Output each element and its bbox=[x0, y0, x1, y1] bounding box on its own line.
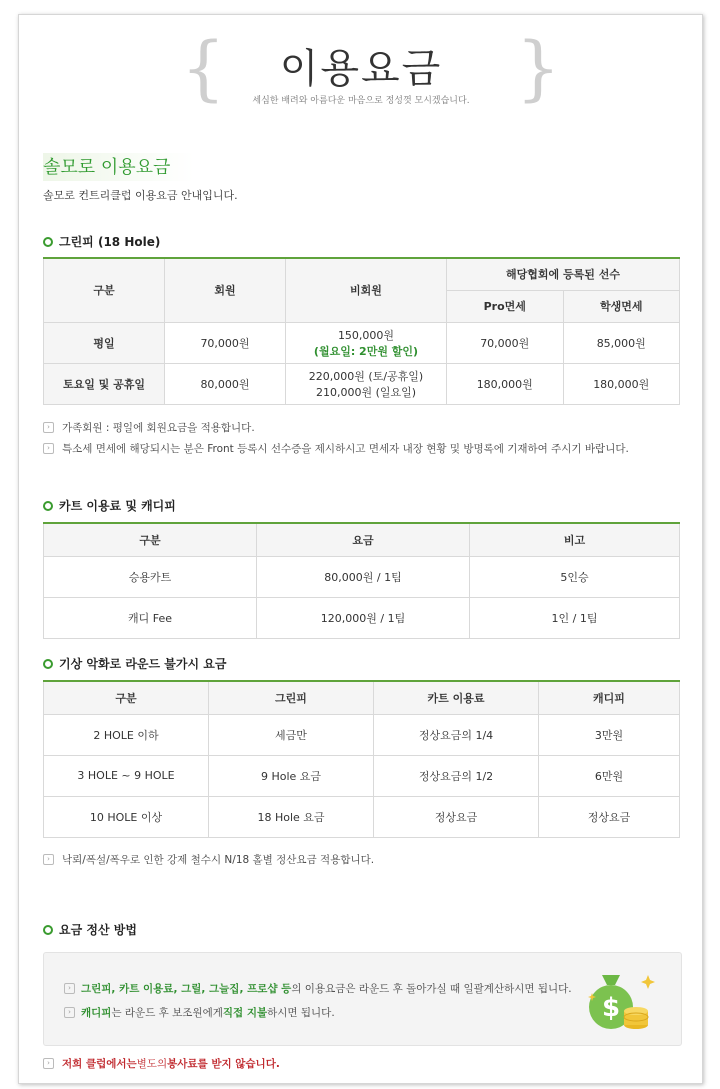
bullet-circle-icon bbox=[43, 501, 53, 511]
table-row: 평일 70,000원 150,000원 (월요일: 2만원 할인) 70,000원 85,000원 bbox=[44, 322, 680, 363]
section-intro: 솔모로 컨트리클럽 이용요금 안내입니다. bbox=[43, 189, 238, 202]
table-row: 3 HOLE ~ 9 HOLE 9 Hole 요금 정상요금의 1/2 6만원 bbox=[44, 755, 680, 796]
content-frame bbox=[18, 14, 703, 1084]
settlement-box bbox=[43, 952, 682, 1046]
section-title: 솔모로 이용요금 bbox=[43, 153, 194, 181]
col-registered: 해당협회에 등록된 선수 bbox=[447, 258, 680, 290]
col-pro: Pro면세 bbox=[447, 290, 564, 322]
greenfee-heading: 그린피 (18 Hole) bbox=[43, 233, 160, 250]
col-student: 학생면세 bbox=[563, 290, 680, 322]
bullet-circle-icon bbox=[43, 659, 53, 669]
bullet-circle-icon bbox=[43, 237, 53, 247]
page-header bbox=[41, 15, 681, 115]
table-row: 2 HOLE 이하 세금만 정상요금의 1/4 3만원 bbox=[44, 714, 680, 755]
table-row: 승용카트 80,000원 / 1팀 5인승 bbox=[44, 556, 680, 597]
greenfee-note: › 가족회원 : 평일에 회원요금을 적용합니다. bbox=[43, 420, 255, 435]
greenfee-table bbox=[43, 257, 680, 405]
page-subtitle: 세심한 배려와 아름다운 마음으로 정성껏 모시겠습니다. bbox=[252, 96, 470, 106]
settlement-line: › 그린피, 카트 이용료, 그릴, 그늘집, 프로샵 등 의 이용요금은 라운드 후 돌아가실 때 일괄계산하시면 됩니다. bbox=[64, 981, 572, 996]
cart-heading: 카트 이용료 및 캐디피 bbox=[43, 497, 176, 514]
weather-heading: 기상 악화로 라운드 불가시 요금 bbox=[43, 655, 226, 672]
bullet-circle-icon bbox=[43, 925, 53, 935]
svg-text:$: $ bbox=[601, 993, 621, 1023]
weather-note: › 낙뢰/폭설/폭우로 인한 강제 철수시 N/18 홀별 정산요금 적용합니다. bbox=[43, 852, 374, 867]
cart-table: 구분 요금 비고 승용카트 80,000원 / 1팀 5인승 캐디 Fee 120,000원 / 1팀 1인 / 1팀 bbox=[43, 522, 680, 639]
left-brace-decoration: { bbox=[181, 27, 226, 109]
col-category: 구분 bbox=[44, 258, 165, 322]
col-nonmember: 비회원 bbox=[286, 258, 447, 322]
table-row: 토요일 및 공휴일 80,000원 220,000원 (토/공휴일) 210,000원 (일요일) 180,000원 180,000원 bbox=[44, 363, 680, 404]
table-row: 10 HOLE 이상 18 Hole 요금 정상요금 정상요금 bbox=[44, 796, 680, 837]
page-title: 이용요금 bbox=[279, 46, 443, 92]
table-row: 캐디 Fee 120,000원 / 1팀 1인 / 1팀 bbox=[44, 597, 680, 638]
greenfee-note: › 특소세 면세에 해당되시는 분은 Front 등록시 선수증을 제시하시고 면세자 내장 현황 및 방명록에 기재하여 주시기 바랍니다. bbox=[43, 441, 629, 456]
settlement-heading: 요금 정산 방법 bbox=[43, 921, 137, 938]
weather-table: 구분 그린피 카트 이용료 캐디피 2 HOLE 이하 세금만 정상요금의 1/4 3만원 3 HOLE ~ 9 HOLE 9 Hole 요금 정상요금의 1/2 6만원 10 HOLE 이상 18 Hole 요금 정상요금 정상요금 bbox=[43, 680, 680, 838]
right-brace-decoration: } bbox=[516, 27, 561, 109]
col-member: 회원 bbox=[165, 258, 286, 322]
money-bag-icon bbox=[584, 967, 658, 1031]
settlement-line: › 캐디피 는 라운드 후 보조원에게 직접 지불 하시면 됩니다. bbox=[64, 1005, 335, 1020]
footer-note: › 저희 클럽에서는 별도의 봉사료를 받지 않습니다. bbox=[43, 1056, 280, 1071]
